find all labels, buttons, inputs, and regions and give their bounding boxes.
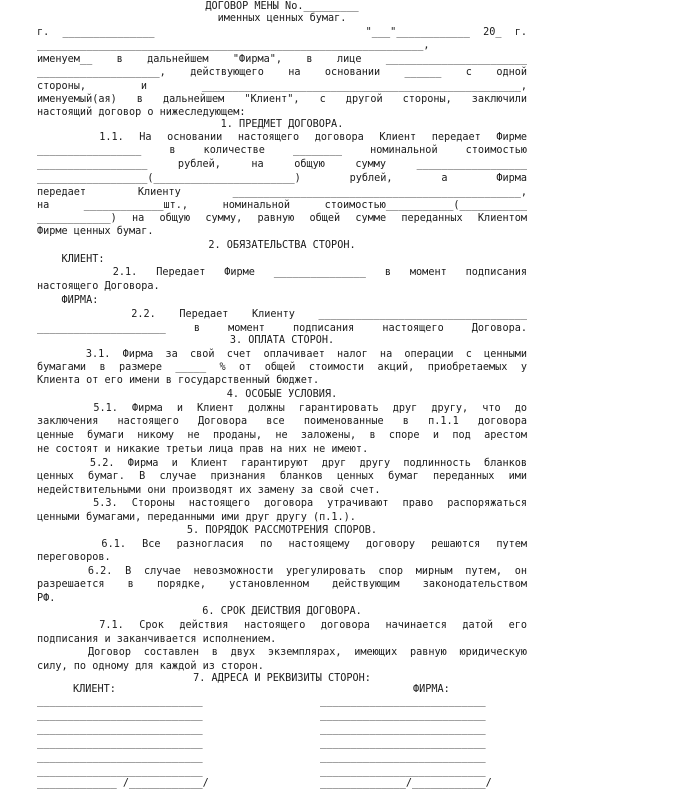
firm-details-line: ___________________________: [320, 738, 486, 749]
text-line: 3.1. Фирма за свой счет оплачивает налог на операции с ценными: [37, 349, 527, 360]
text-line: __________________ рублей, на общую сумму __________________: [37, 159, 527, 170]
text-line: подписания и заканчивается исполнением.: [37, 634, 277, 645]
text-line: ценные бумаги никому не проданы, не заложены, в споре и под арестом: [37, 430, 527, 441]
text-line: 6.2. В случае невозможности урегулировать спор мирным путем, он: [37, 566, 527, 577]
section-heading: 6. СРОК ДЕЙСТВИЯ ДОГОВОРА.: [202, 606, 362, 617]
subtitle: именных ценных бумаг.: [217, 13, 347, 24]
section-heading: 7. АДРЕСА И РЕКВИЗИТЫ СТОРОН:: [193, 673, 371, 684]
text-line: _____________________ в момент подписания настоящего Договора.: [37, 323, 527, 334]
text-line: РФ.: [37, 593, 56, 604]
text-line: 2.2. Передает Клиенту __________________________________: [37, 309, 527, 320]
section-heading: 5. ПОРЯДОК РАССМОТРЕНИЯ СПОРОВ.: [186, 525, 378, 536]
section-heading: 2. ОБЯЗАТЕЛЬСТВА СТОРОН.: [208, 240, 356, 251]
client-details-line: ___________________________: [37, 696, 203, 707]
client-details-line: ___________________________: [37, 738, 203, 749]
text-line: ценными бумагами, переданными ими друг другу (п.1.).: [37, 512, 356, 523]
client-details-line: ___________________________: [37, 766, 203, 777]
text-line: именуем__ в дальнейшем "Фирма", в лице _______________________: [37, 54, 527, 65]
text-line: 1.1. На основании настоящего договора Клиент передает Фирме: [37, 132, 527, 143]
section-heading: 1. ПРЕДМЕТ ДОГОВОРА.: [220, 119, 344, 130]
text-line: не состоят и никакие третьи лица прав на них не имеют.: [37, 444, 369, 455]
text-line: силу, по одному для каждой из сторон.: [37, 661, 264, 672]
text-line: Клиента от его имени в государственный бюджет.: [37, 375, 320, 386]
text-line: _________________ в количестве ________ номинальной стоимостью: [37, 145, 527, 156]
section-heading: 3. ОПЛАТА СТОРОН.: [229, 335, 335, 346]
text-line: именуемый(ая) в дальнейшем "Клиент", с другой стороны, заключили: [37, 94, 527, 105]
text-line: 5.3. Стороны настоящего договора утрачивают право распоряжаться: [37, 498, 527, 509]
client-details-line: ___________________________: [37, 710, 203, 721]
text-line: 6.1. Все разногласия по настоящему договору решаются путем: [37, 539, 527, 550]
text-line: на _____________шт., номинальной стоимостью___________(___________: [37, 200, 527, 211]
text-line: недействительными они производят их замену за свой счет.: [37, 485, 381, 496]
firm-details-line: ___________________________: [320, 710, 486, 721]
firm-details-line: ___________________________: [320, 724, 486, 735]
firm-details-line: ___________________________: [320, 696, 486, 707]
text-line: 7.1. Срок действия настоящего договора начинается датой его: [37, 620, 527, 631]
text-line: Фирме ценных бумаг.: [37, 226, 154, 237]
firm-signature-line: ______________/____________/: [320, 778, 492, 789]
text-line: настоящего Договора.: [37, 281, 160, 292]
text-line: ____________) на общую сумму, равную общей сумме переданных Клиентом: [37, 213, 527, 224]
text-line: __________________(_______________________) рублей, а Фирма: [37, 173, 527, 184]
text-line: переговоров.: [37, 552, 111, 563]
text-line: стороны, и ____________________________________________________,: [37, 81, 527, 92]
firm-details-line: ___________________________: [320, 766, 486, 777]
text-line: 5.2. Фирма и Клиент гарантируют друг другу подлинность бланков: [37, 458, 527, 469]
text-line: 5.1. Фирма и Клиент должны гарантировать друг другу, что до: [37, 403, 527, 414]
text-line: КЛИЕНТ:: [37, 254, 105, 265]
text-line: передает Клиенту _______________________________________________,: [37, 187, 527, 198]
client-signature-line: _____________ /____________/: [37, 778, 209, 789]
text-line: бумагами в размере _____ % от общей стоимости акций, приобретаемых у: [37, 362, 527, 373]
text-line: ФИРМА:: [37, 295, 99, 306]
client-label: КЛИЕНТ:: [73, 684, 116, 695]
text-line: г. _______________ "___"____________ 20_ г.: [37, 27, 527, 38]
firm-details-line: ___________________________: [320, 752, 486, 763]
text-line: 2.1. Передает Фирме _______________ в момент подписания: [37, 267, 527, 278]
title: ДОГОВОР МЕНЫ No._________: [205, 1, 359, 12]
text-line: _______________________________________________________________,: [37, 40, 430, 51]
text-line: ценных бумаг. В случае признания бланков ценных бумаг переданных ими: [37, 471, 527, 482]
text-line: заключения настоящего Договора все поименованные в п.1.1 договора: [37, 416, 527, 427]
client-details-line: ___________________________: [37, 752, 203, 763]
text-line: разрешается в порядке, установленном действующим законодательством: [37, 579, 527, 590]
firm-label: ФИРМА:: [413, 684, 450, 695]
text-line: ____________________, действующего на основании ______ с одной: [37, 67, 527, 78]
text-line: Договор составлен в двух экземплярах, имеющих равную юридическую: [37, 647, 527, 658]
text-line: настоящий договор о нижеследующем:: [37, 107, 246, 118]
client-details-line: ___________________________: [37, 724, 203, 735]
section-heading: 4. ОСОБЫЕ УСЛОВИЯ.: [226, 389, 338, 400]
